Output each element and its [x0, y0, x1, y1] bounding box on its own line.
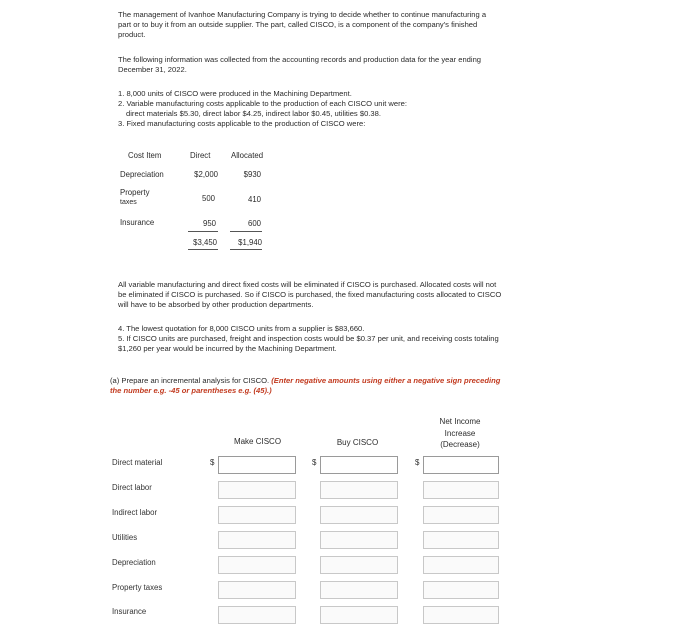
- intro-line: The management of Ivanhoe Manufacturing Company is trying to decide whether to continue manufacturing a: [118, 10, 487, 19]
- question-instruction: (Enter negative amounts using either a negative sign preceding: [269, 376, 501, 385]
- row-label-utilities: Utilities: [112, 533, 138, 542]
- fact-item: 1. 8,000 units of CISCO were produced in the Machining Department.: [118, 89, 352, 98]
- net-indirect-labor-input[interactable]: [423, 506, 499, 524]
- question-lead: (a) Prepare an incremental analysis for CISCO.: [110, 376, 270, 385]
- row-label-property-taxes: Property taxes: [112, 583, 163, 592]
- direct-total: $3,450: [193, 238, 217, 247]
- make-direct-material-input[interactable]: [218, 456, 296, 474]
- row-label-indirect-labor: Indirect labor: [112, 508, 158, 517]
- make-insurance-input[interactable]: [218, 606, 296, 624]
- notes-line: be eliminated if CISCO is purchased. So if CISCO is purchased, the fixed manufacturing costs allocated to CISCO: [118, 290, 502, 300]
- net-depreciation-input[interactable]: [423, 556, 499, 574]
- intro-line: product.: [118, 30, 146, 40]
- currency-symbol: $: [210, 458, 215, 467]
- direct-value: 500: [201, 194, 215, 203]
- header-allocated: Allocated: [231, 151, 264, 160]
- cost-item-label: Property: [120, 188, 150, 197]
- make-direct-labor-input[interactable]: [218, 481, 296, 499]
- net-insurance-input[interactable]: [423, 606, 499, 624]
- question-prompt: [110, 376, 550, 396]
- make-depreciation-input[interactable]: [218, 556, 296, 574]
- quotation-paragraph: [118, 324, 548, 354]
- direct-value: 950: [202, 219, 216, 228]
- net-utilities-input[interactable]: [423, 531, 499, 549]
- row-label-direct-material: Direct material: [112, 458, 163, 467]
- records-line: The following information was collected from the accounting records and production data for the year ending: [118, 55, 482, 64]
- cost-item-label: Depreciation: [120, 170, 164, 179]
- cost-item-label-cont: taxes: [120, 199, 137, 206]
- allocated-underline: [230, 231, 262, 232]
- fixed-cost-table: [0, 0, 700, 260]
- direct-underline: [188, 231, 218, 232]
- buy-insurance-input[interactable]: [320, 606, 398, 624]
- make-property-taxes-input[interactable]: [218, 581, 296, 599]
- net-income-header-line: (Decrease): [440, 440, 480, 450]
- notes-line: $1,260 per year would be incurred by the Machining Department.: [118, 344, 337, 354]
- currency-symbol: $: [312, 458, 317, 467]
- make-indirect-labor-input[interactable]: [218, 506, 296, 524]
- notes-line: will have to be absorbed by other production departments.: [118, 300, 314, 310]
- buy-depreciation-input[interactable]: [320, 556, 398, 574]
- header-cost-item: Cost Item: [128, 151, 162, 160]
- row-label-insurance: Insurance: [112, 607, 147, 616]
- notes-line: All variable manufacturing and direct fixed costs will be eliminated if CISCO is purchased. Allocated costs will not: [118, 280, 497, 289]
- cost-item-label: Insurance: [120, 218, 155, 227]
- fact-item: 3. Fixed manufacturing costs applicable to the production of CISCO were:: [118, 119, 366, 129]
- currency-symbol: $: [415, 458, 420, 467]
- buy-cisco-header: Buy CISCO: [336, 438, 379, 447]
- buy-indirect-labor-input[interactable]: [320, 506, 398, 524]
- row-label-depreciation: Depreciation: [112, 558, 156, 567]
- intro-line: part or to buy it from an outside supplier. The part, called CISCO, is a component of the company's finished: [118, 20, 478, 30]
- fact-item: 2. Variable manufacturing costs applicable to the production of each CISCO unit were:: [118, 99, 408, 109]
- allocated-value: 600: [247, 219, 261, 228]
- header-direct: Direct: [190, 151, 211, 160]
- allocated-value: $930: [243, 170, 261, 179]
- question-instruction-cont: the number e.g. -45 or parentheses e.g. (45).): [110, 386, 272, 396]
- direct-double-underline: [188, 249, 218, 250]
- direct-value: $2,000: [194, 170, 218, 179]
- fact-item: direct materials $5.30, direct labor $4.25, indirect labor $0.45, utilities $0.38.: [126, 109, 381, 119]
- notes-line: 5. If CISCO units are purchased, freight and inspection costs would be $0.37 per unit, and receiving costs totaling: [118, 334, 499, 344]
- net-property-taxes-input[interactable]: [423, 581, 499, 599]
- net-income-header-line: Net Income: [439, 417, 481, 426]
- buy-property-taxes-input[interactable]: [320, 581, 398, 599]
- net-income-header-line: Increase: [444, 428, 476, 438]
- row-label-direct-labor: Direct labor: [112, 483, 152, 492]
- buy-direct-material-input[interactable]: [320, 456, 398, 474]
- records-line: December 31, 2022.: [118, 65, 187, 75]
- elimination-paragraph: [118, 280, 548, 310]
- net-direct-labor-input[interactable]: [423, 481, 499, 499]
- allocated-value: 410: [247, 195, 261, 204]
- notes-line: 4. The lowest quotation for 8,000 CISCO units from a supplier is $83,660.: [118, 324, 365, 333]
- net-income-header: [425, 416, 495, 451]
- make-utilities-input[interactable]: [218, 531, 296, 549]
- make-cisco-header: Make CISCO: [233, 437, 282, 446]
- buy-direct-labor-input[interactable]: [320, 481, 398, 499]
- allocated-double-underline: [230, 249, 262, 250]
- allocated-total: $1,940: [238, 238, 262, 247]
- buy-utilities-input[interactable]: [320, 531, 398, 549]
- net-direct-material-input[interactable]: [423, 456, 499, 474]
